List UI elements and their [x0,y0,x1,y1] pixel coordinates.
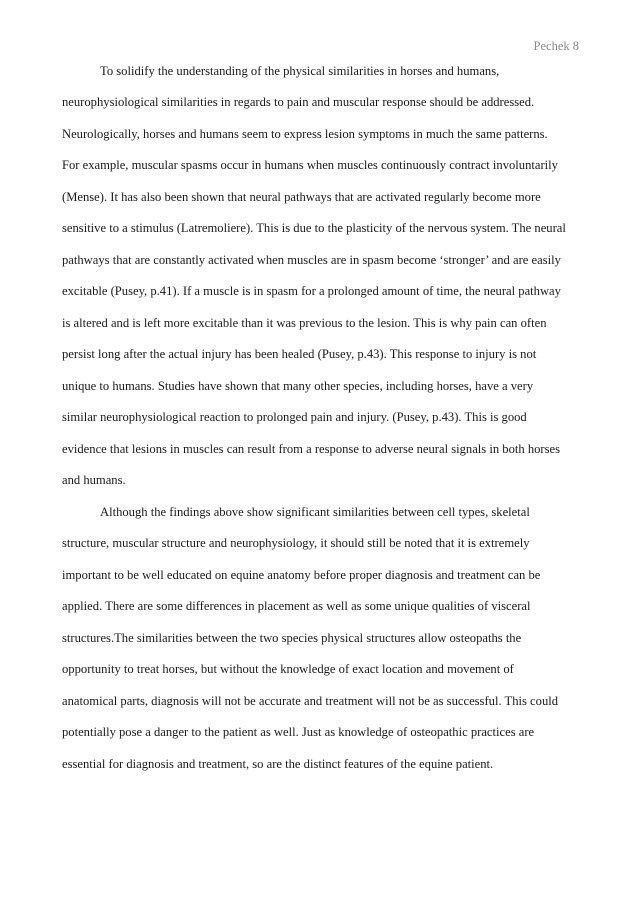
paragraph-2-line-5: structures.The similarities between the two species physical structures allow osteopaths the [62,631,522,645]
paragraph-2-line-9: essential for diagnosis and treatment, so are the distinct features of the equine patient. [62,757,494,771]
paragraph-2-line-4: applied. There are some differences in placement as well as some unique qualities of visceral [62,599,531,613]
page-header: Pechek 8 [533,39,579,53]
paragraph-1-line-14: and humans. [62,473,126,487]
paragraph-1-line-2: neurophysiological similarities in regards to pain and muscular response should be addressed. [62,95,535,109]
paragraph-2-line-6: opportunity to treat horses, but without the knowledge of exact location and movement of [62,662,514,676]
paragraph-1-line-9: is altered and is left more excitable than it was previous to the lesion. This is why pain can often [62,316,547,330]
paragraph-2-line-1: Although the findings above show significant similarities between cell types, skeletal [100,505,530,519]
paragraph-1-line-10: persist long after the actual injury has been healed (Pusey, p.43). This response to injury is not [62,347,537,361]
paragraph-1-line-4: For example, muscular spasms occur in humans when muscles continuously contract involuntarily [62,158,558,172]
paragraph-2-line-7: anatomical parts, diagnosis will not be accurate and treatment will not be as successful. This could [62,694,559,708]
paragraph-2-line-8: potentially pose a danger to the patient as well. Just as knowledge of osteopathic practices are [62,725,535,739]
paragraph-2-line-2: structure, muscular structure and neurophysiology, it should still be noted that it is extremely [62,536,530,550]
paragraph-1-line-12: similar neurophysiological reaction to prolonged pain and injury. (Pusey, p.43). This is good [62,410,527,424]
paragraph-1-line-8: excitable (Pusey, p.41). If a muscle is in spasm for a prolonged amount of time, the neural pathway [62,284,561,298]
paragraph-1-line-6: sensitive to a stimulus (Latremoliere). This is due to the plasticity of the nervous system. The neural [62,221,566,235]
paragraph-1-line-5: (Mense). It has also been shown that neural pathways that are activated regularly become more [62,190,541,204]
paragraph-1-line-1: To solidify the understanding of the physical similarities in horses and humans, [100,64,500,78]
paragraph-1-line-3: Neurologically, horses and humans seem to express lesion symptoms in much the same patterns. [62,127,548,141]
paragraph-2-line-3: important to be well educated on equine anatomy before proper diagnosis and treatment can be [62,568,541,582]
paragraph-1-line-13: evidence that lesions in muscles can result from a response to adverse neural signals in both horses [62,442,561,456]
paragraph-1-line-7: pathways that are constantly activated when muscles are in spasm become ‘stronger’ and are easily [62,253,561,267]
paragraph-1-line-11: unique to humans. Studies have shown that many other species, including horses, have a very [62,379,534,393]
